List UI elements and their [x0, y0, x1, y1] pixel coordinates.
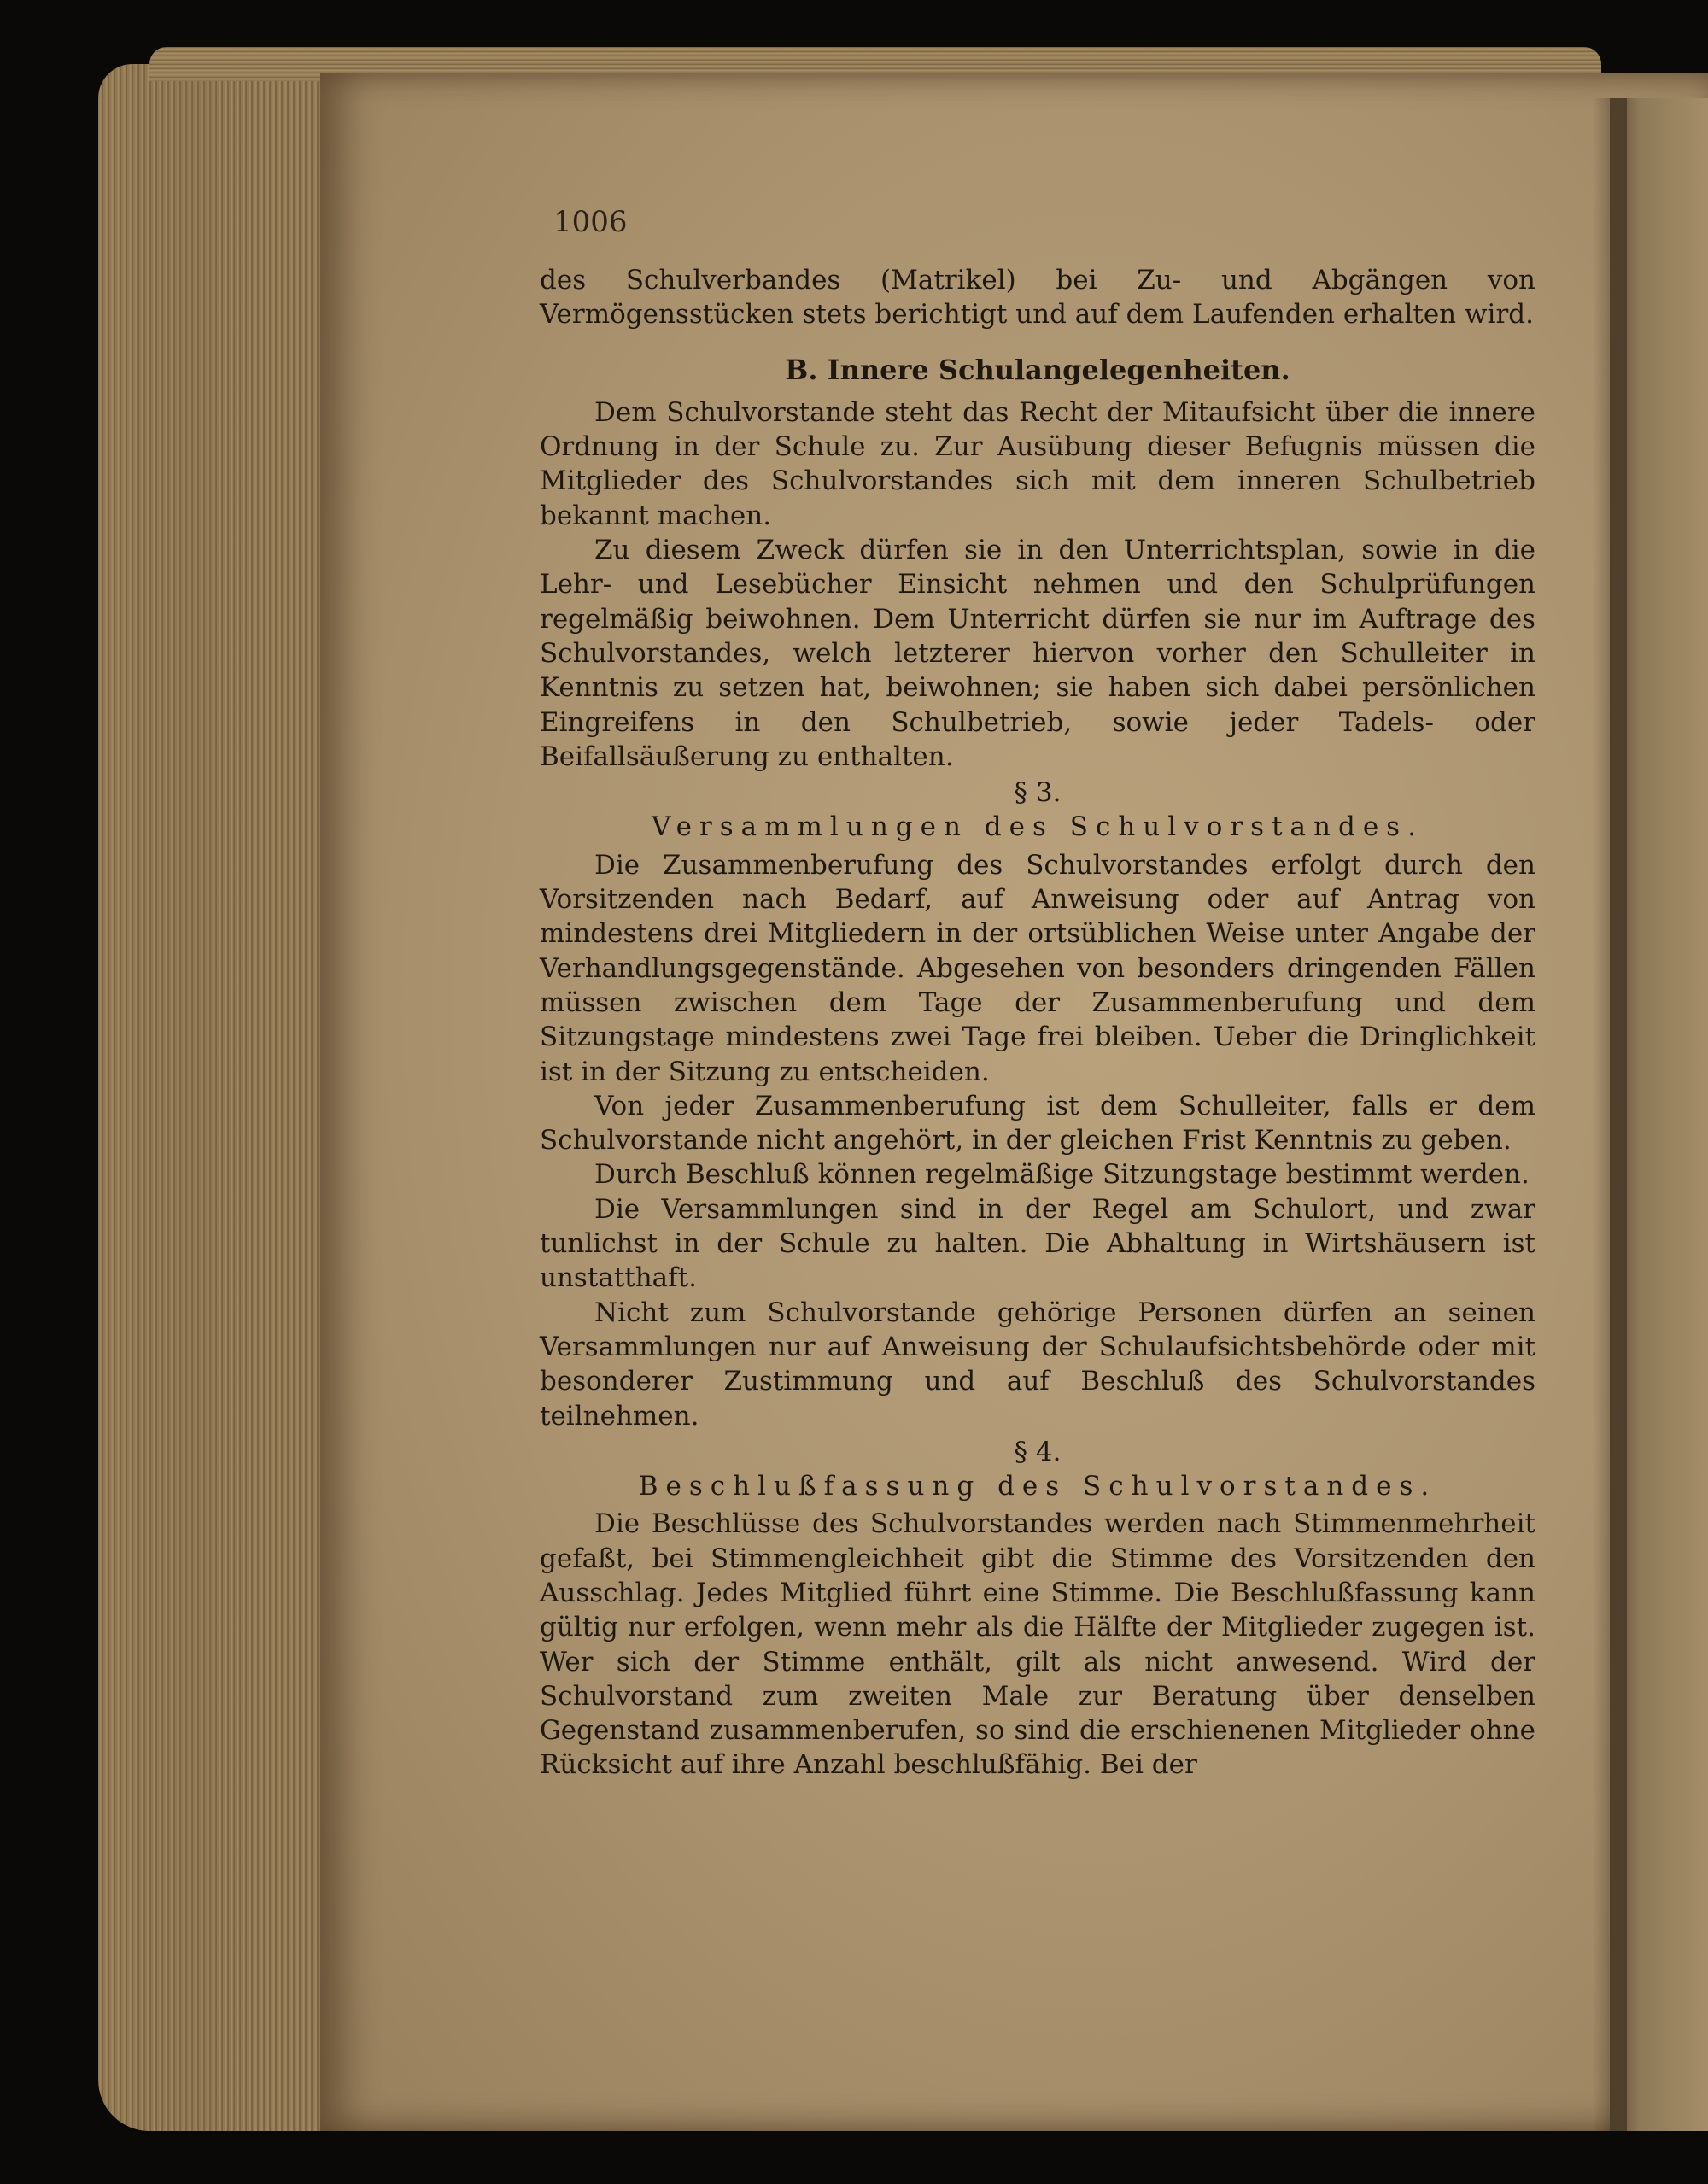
section-3-mark: § 3. — [1014, 777, 1062, 809]
page-number: 1006 — [553, 205, 628, 239]
section-3-paragraph: Von jeder Zusammenberufung ist dem Schulleiter, falls er dem Schulvorstande nicht angehört, in der gleichen Frist Kenntnis zu geben. — [540, 1090, 1535, 1156]
section-4-title: Beschlußfassung des Schulvorstandes. — [638, 1471, 1437, 1502]
section-3-paragraph: Die Zusammenberufung des Schulvorstandes erfolgt durch den Vorsitzenden nach Bedarf, auf Anweisung oder auf Antrag von mindestens drei Mitgliedern in der ortsüblichen Weise unter Angabe der Verhandlungsgegenstände. Abgesehen von besonders dringenden Fällen müssen zwischen dem Tage der Zusammenberufung und dem Sitzungstage mindestens zwei Tage frei bleiben. Ueber die Dringlichkeit ist in der Sitzung zu entscheiden. — [540, 849, 1535, 1087]
section-3-paragraph: Nicht zum Schulvorstande gehörige Personen dürfen an seinen Versammlungen nur auf Anweisung der Schulaufsichtsbehörde oder mit besonderer Zustimmung und auf Beschluß des Schulvorstandes teilnehmen. — [540, 1297, 1535, 1432]
page-edges-left — [98, 64, 337, 2131]
section-4-paragraph: Die Beschlüsse des Schulvorstandes werden nach Stimmenmehrheit gefaßt, bei Stimmengleichheit gibt die Stimme des Vorsitzenden den Ausschlag. Jedes Mitglied führt eine Stimme. Die Beschlußfassung kann gültig nur erfolgen, wenn mehr als die Hälfte der Mitglieder zugegen ist. Wer sich der Stimme enthält, gilt als nicht anwesend. Wird der Schulvorstand zum zweiten Male zur Beratung über denselben Gegenstand zusammenberufen, so sind die erschienenen Mitglieder ohne Rücksicht auf ihre Anzahl beschlußfähig. Bei der — [540, 1508, 1535, 1781]
page-text — [540, 196, 1535, 1783]
section-3-title: Versammlungen des Schulvorstandes. — [652, 811, 1424, 843]
gutter-shadow — [1593, 98, 1627, 2131]
section-b-paragraph: Dem Schulvorstande steht das Recht der Mitaufsicht über die innere Ordnung in der Schule zu. Zur Ausübung dieser Befugnis müssen die Mitglieder des Schulvorstandes sich mit dem inneren Schulbetrieb bekannt machen. — [540, 396, 1535, 531]
section-b-paragraph: Zu diesem Zweck dürfen sie in den Unterrichtsplan, sowie in die Lehr- und Lesebücher Einsicht nehmen und den Schulprüfungen regelmäßig beiwohnen. Dem Unterricht dürfen sie nur im Auftrage des Schulvorstandes, welch letzterer hiervon vorher den Schulleiter in Kenntnis zu setzen hat, beiwohnen; sie haben sich dabei persönlichen Eingreifens in den Schulbetrieb, sowie jeder Tadels- oder Beifallsäußerung zu enthalten. — [540, 535, 1535, 772]
intro-paragraph: des Schulverbandes (Matrikel) bei Zu- und Abgängen von Vermögensstücken stets berichtigt und auf dem Laufenden erhalten wird. — [540, 265, 1535, 331]
section-3-paragraph: Die Versammlungen sind in der Regel am Schulort, und zwar tunlichst in der Schule zu halten. Die Abhaltung in Wirtshäusern ist unstatthaft. — [540, 1193, 1535, 1294]
section-4-mark: § 4. — [1014, 1436, 1062, 1467]
section-3-paragraph: Durch Beschluß können regelmäßige Sitzungstage bestimmt werden. — [594, 1159, 1530, 1191]
section-b-heading: B. Innere Schulangelegenheiten. — [785, 353, 1290, 386]
